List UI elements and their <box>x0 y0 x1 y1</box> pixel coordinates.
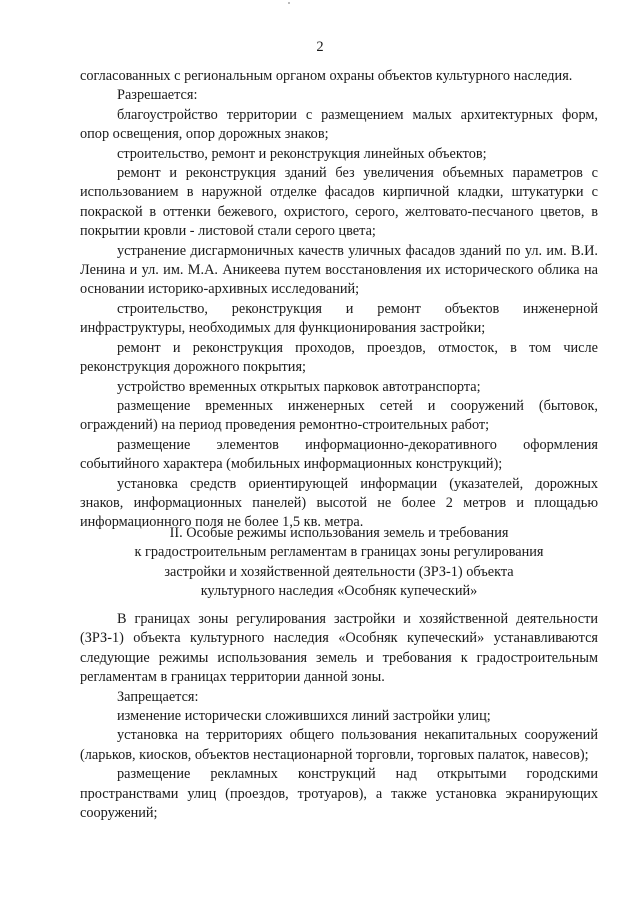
paragraph: Разрешается: <box>117 87 198 104</box>
paragraph: установка средств ориентирующей информации (указателей, дорожных знаков, информационных панелей) высотой не более 2 метров и площадью информационного поля не более 1,5 кв. метра. <box>80 475 598 531</box>
permitted-section <box>80 67 598 533</box>
paragraph: ремонт и реконструкция проходов, проездов, отмосток, в том числе реконструкция дорожного покрытия; <box>80 339 598 376</box>
paragraph: изменение исторически сложившихся линий застройки улиц; <box>117 708 491 725</box>
scan-speck <box>288 2 290 4</box>
section-heading <box>80 524 598 602</box>
heading-line: II. Особые режимы использования земель и требования <box>169 525 509 541</box>
paragraph: согласованных с региональным органом охраны объектов культурного наследия. <box>80 68 573 84</box>
page-number: 2 <box>316 39 324 55</box>
paragraph: благоустройство территории с размещением малых архитектурных форм, опор освещения, опор дорожных знаков; <box>80 106 598 143</box>
paragraph: размещение рекламных конструкций над открытыми городскими пространствами улиц (проездов, тротуаров), а также установка экранирующих сооружений; <box>80 766 598 822</box>
paragraph: строительство, реконструкция и ремонт объектов инженерной инфраструктуры, необходимых для функционирования застройки; <box>80 300 598 337</box>
heading-line: культурного наследия «Особняк купеческий» <box>200 583 478 600</box>
paragraph: строительство, ремонт и реконструкция линейных объектов; <box>117 145 487 162</box>
heading-line: к градостроительным регламентам в границах зоны регулирования <box>134 544 544 561</box>
paragraph: размещение элементов информационно-декоративного оформления событийного характера (мобильных информационных конструкций); <box>80 436 598 473</box>
paragraph: устранение дисгармоничных качеств уличных фасадов зданий по ул. им. В.И. Ленина и ул. им. М.А. Аникеева путем восстановления их исторического облика на основании историко-архивных исследований; <box>80 242 598 298</box>
paragraph: Запрещается: <box>117 688 199 705</box>
paragraph: устройство временных открытых парковок автотранспорта; <box>117 378 481 395</box>
paragraph: В границах зоны регулирования застройки и хозяйственной деятельности (ЗРЗ-1) объекта культурного наследия «Особняк купеческий» устанавливаются следующие режимы использования земель и требования к градостроительным регламентам в границах территории данной зоны. <box>80 611 598 686</box>
zrz1-section <box>80 610 598 823</box>
paragraph: установка на территориях общего пользования некапитальных сооружений (ларьков, киосков, объектов нестационарной торговли, торговых палаток, навесов); <box>80 727 598 763</box>
paragraph: ремонт и реконструкция зданий без увеличения объемных параметров с использованием в наружной отделке фасадов кирпичной кладки, штукатурки с покраской в оттенки бежевого, охристого, серого, желтовато-песчаного цветов, в покрытии кровли - листовой стали серого цвета; <box>80 165 598 240</box>
heading-line: застройки и хозяйственной деятельности (ЗРЗ-1) объекта <box>164 563 514 580</box>
paragraph: размещение временных инженерных сетей и сооружений (бытовок, ограждений) на период проведения ремонтно-строительных работ; <box>80 397 598 434</box>
